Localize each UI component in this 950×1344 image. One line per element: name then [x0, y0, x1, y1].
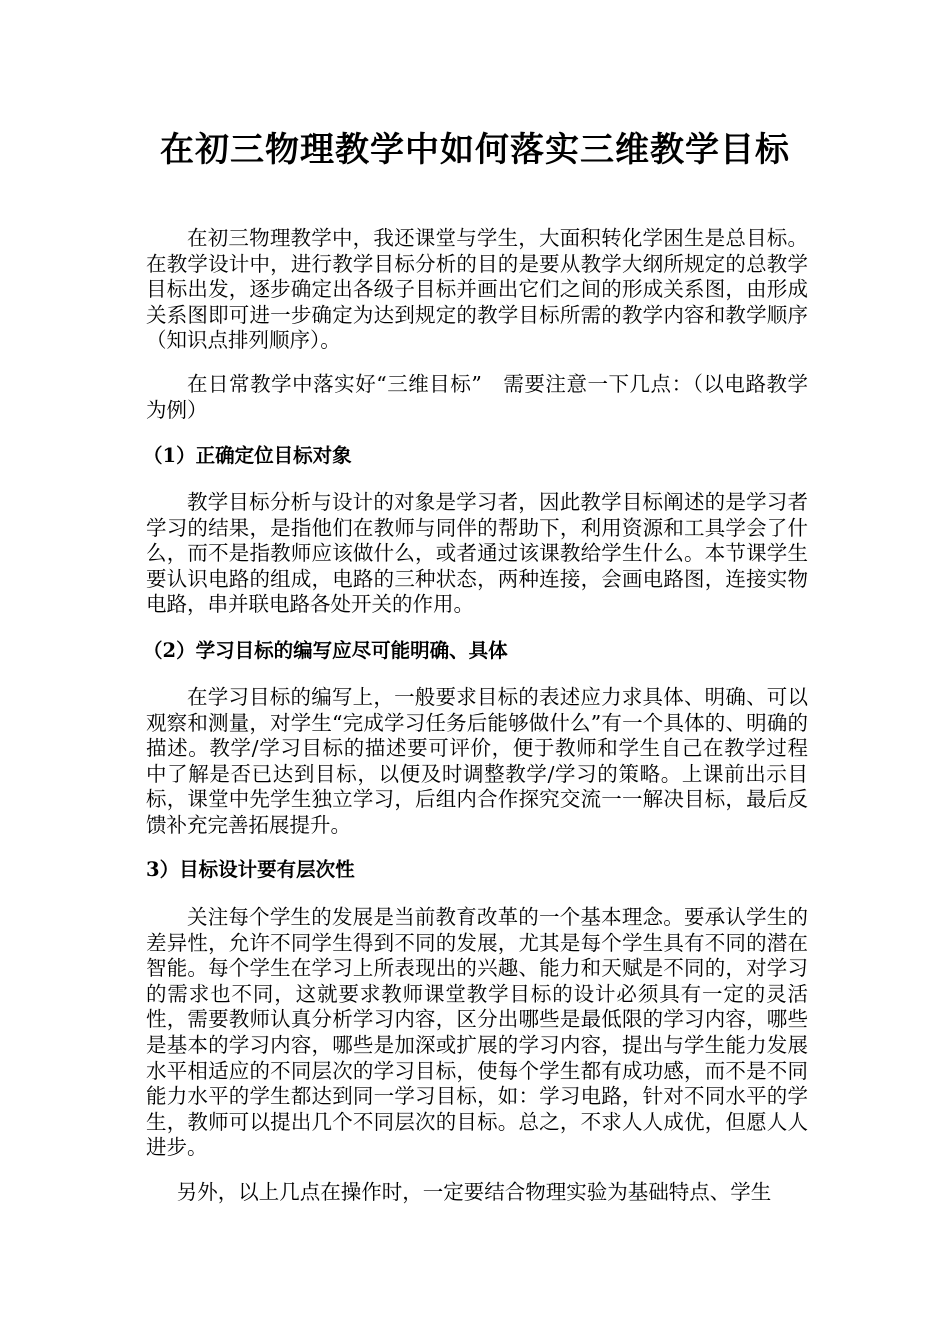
section-3-body: 关注每个学生的发展是当前教育改革的一个基本理念。要承认学生的差异性，允许不同学生得到不同的发展，尤其是每个学生具有不同的潜在智能。每个学生在学习上所表现出的兴趣、能力和天赋是不同的，对学习的需求也不同，这就要求教师课堂教学目标的设计必须具有一定的灵活性，需要教师认真分析学习内容，区分出哪些是最低限的学习内容，哪些是基本的学习内容，哪些是加深或扩展的学习内容，提出与学生能力发展水平相适应的不同层次的学习目标，使每个学生都有成功感，而不是不同能力水平的学生都达到同一学习目标，如：学习电路，针对不同水平的学生，教师可以提出几个不同层次的目标。总之，不求人人成优，但愿人人进步。	[146, 905, 808, 1160]
section-1-heading: （1）正确定位目标对象	[143, 444, 352, 467]
section-3-heading: 3）目标设计要有层次性	[146, 858, 355, 881]
intro-paragraph: 在初三物理教学中，我还课堂与学生，大面积转化学困生是总目标。在教学设计中，进行教学目标分析的目的是要从教学大纲所规定的总教学目标出发，逐步确定出各级子目标并画出它们之间的形成关系图，由形成关系图即可进一步确定为达到规定的教学目标所需的教学内容和教学顺序（知识点排列顺序）。	[146, 226, 808, 353]
closing-paragraph: 另外，以上几点在操作时，一定要结合物理实验为基础特点、学生	[176, 1180, 772, 1204]
section-1-body: 教学目标分析与设计的对象是学习者，因此教学目标阐述的是学习者学习的结果，是指他们在教师与同伴的帮助下，利用资源和工具学会了什么，而不是指教师应该做什么，或者通过该课教给学生什么。本节课学生要认识电路的组成，电路的三种状态，两种连接，会画电路图，连接实物电路，串并联电路各处开关的作用。	[146, 490, 808, 617]
section-2-body: 在学习目标的编写上，一般要求目标的表述应力求具体、明确、可以观察和测量，对学生“完成学习任务后能够做什么”有一个具体的、明确的描述。教学/学习目标的描述要可评价，便于教师和学生自己在教学过程中了解是否已达到目标，以便及时调整教学/学习的策略。上课前出示目标，课堂中先学生独立学习，后组内合作探究交流一一解决目标，最后反馈补充完善拓展提升。	[146, 685, 808, 837]
section-2-heading: （2）学习目标的编写应尽可能明确、具体	[143, 639, 508, 662]
document-title: 在初三物理教学中如何落实三维教学目标	[160, 130, 790, 170]
lead-paragraph: 在日常教学中落实好“三维目标” 需要注意一下几点：（以电路教学为例）	[146, 372, 808, 422]
